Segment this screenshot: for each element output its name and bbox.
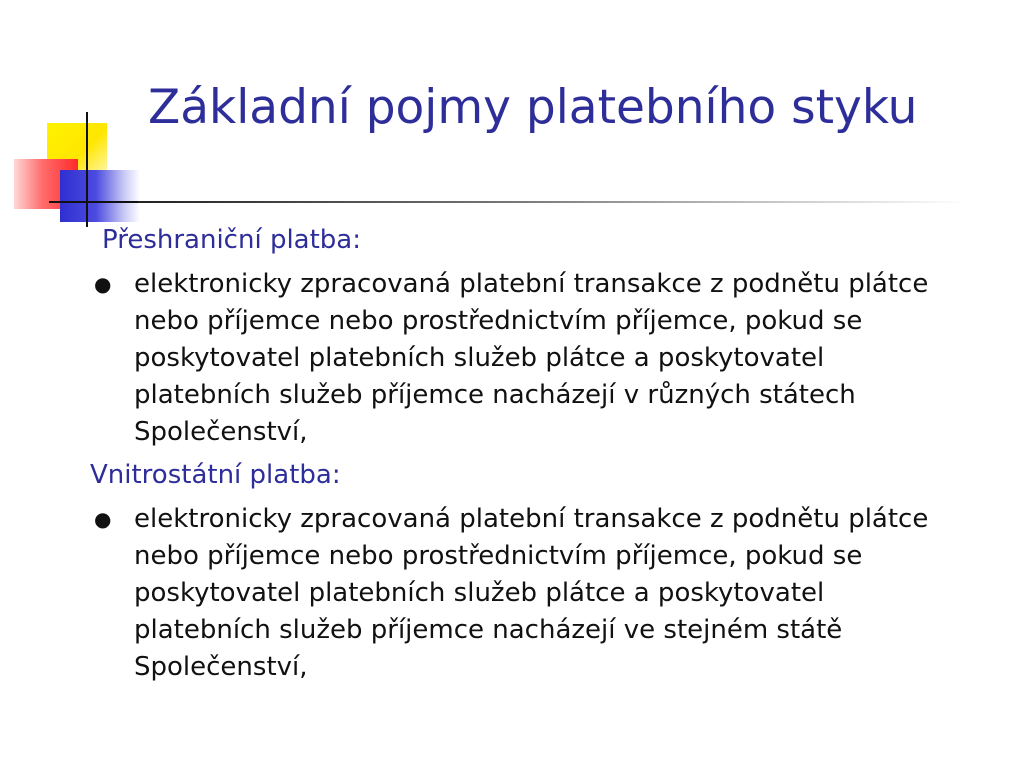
logo-horizontal-line [49,201,139,203]
bullet-item [90,266,950,451]
slide-title: Základní pojmy platebního styku [148,80,918,135]
bullet-text-cross-border: elektronicky zpracovaná platební transakce z podnětu plátce nebo příjemce nebo prostřednictvím příjemce, pokud se poskytovatel platebních služeb plátce a poskytovatel platebních služeb příjemce nacházejí v různých státech Společenství, [134,269,929,447]
bullet-dot-icon: ● [94,507,112,531]
bullet-dot-icon: ● [94,272,112,296]
section-heading-domestic: Vnitrostátní platba: [90,460,341,490]
title-underline [138,201,968,203]
bullet-text-domestic: elektronicky zpracovaná platební transakce z podnětu plátce nebo příjemce nebo prostřednictvím příjemce, pokud se poskytovatel platebních služeb plátce a poskytovatel platebních služeb příjemce nacházejí ve stejném státě Společenství, [134,504,929,682]
blue-square-shape [60,170,140,222]
section-heading-cross-border: Přeshraniční platba: [102,225,361,255]
slide-content [90,220,950,690]
bullet-item [90,501,950,686]
vertical-divider-line [86,112,88,227]
